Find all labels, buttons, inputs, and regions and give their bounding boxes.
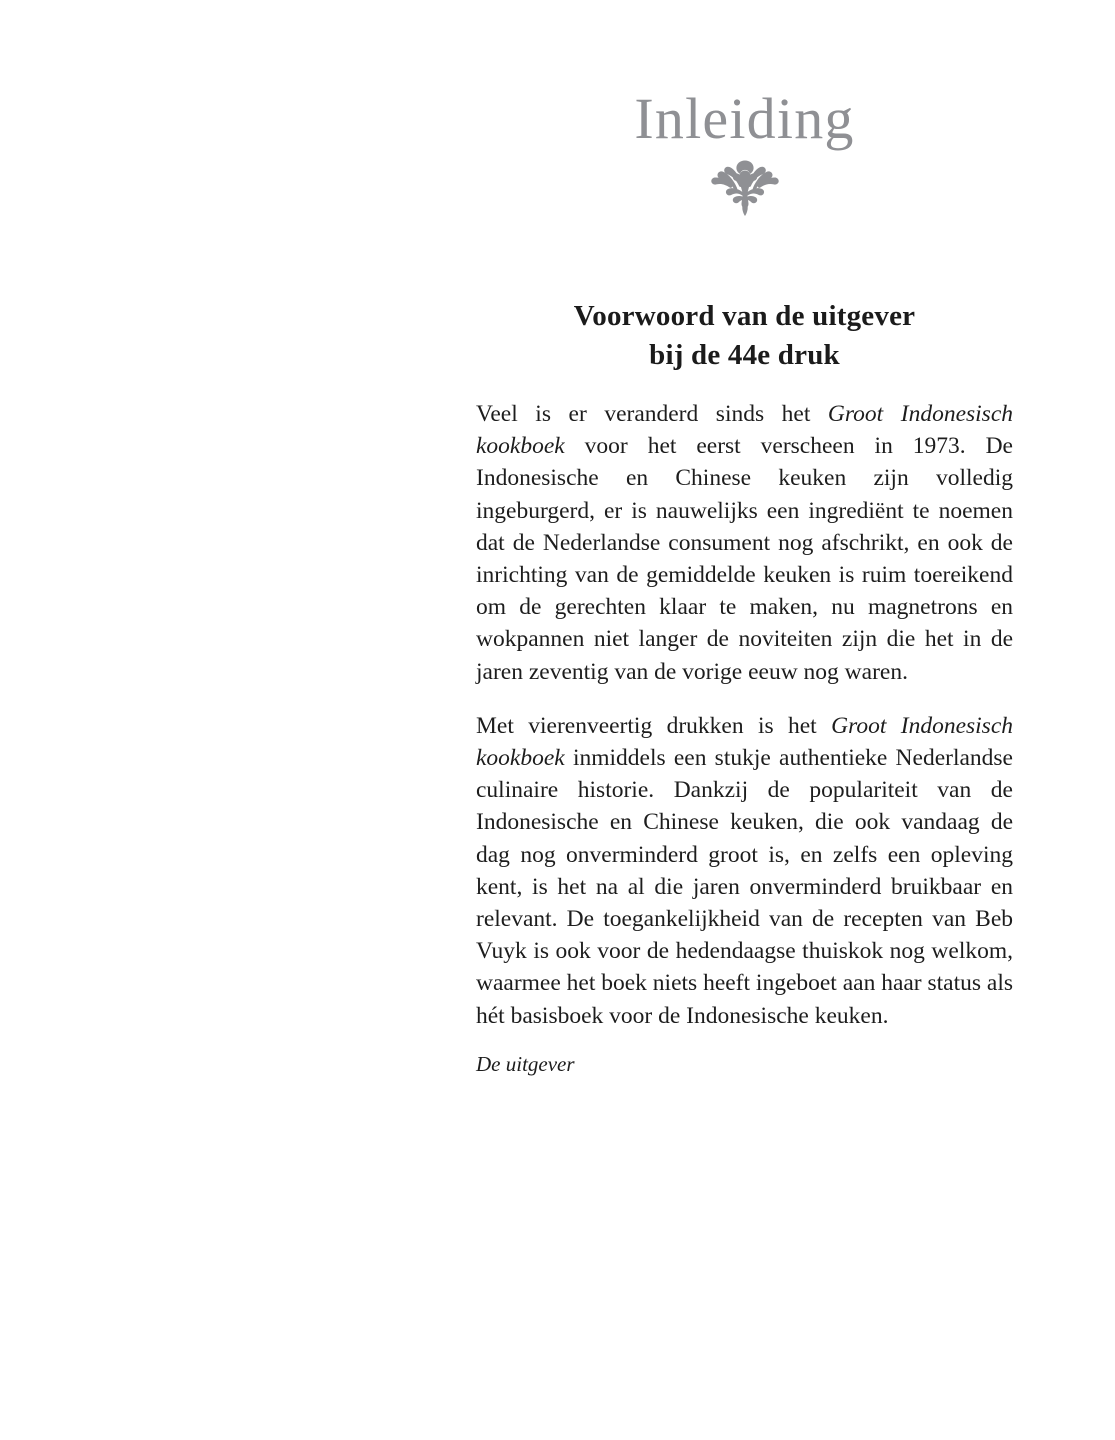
- paragraph-1-book-title: Groot Indonesisch kookboek: [476, 401, 1013, 460]
- chapter-title: Inleiding: [634, 86, 855, 151]
- paragraph-2-text-after-title: inmiddels een stukje authentieke Nederlandse culinaire historie. Dankzij de populariteit van de Indonesische en Chinese keuken, die ook vandaag de dag nog onverminderd groot is, en zelfs een opleving kent, is het na al die jaren onverminderd bruikbaar en relevant. De toegankelijkheid van de recepten van Beb Vuyk is ook voor de hedendaagse thuiskok nog welkom, waarmee het boek niets heeft ingeboet aan haar status als hét basisboek voor de Indonesische keuken.: [476, 745, 1014, 1029]
- paragraph-2-book-title: Groot Indonesisch kookboek: [476, 712, 1013, 772]
- body-copy: [476, 398, 1013, 1032]
- section-heading-line-2: bij de 44e druk: [649, 339, 840, 371]
- section-heading-line-1: Voorwoord van de uitgever: [573, 300, 916, 332]
- signature-line: De uitgever: [476, 1052, 575, 1076]
- paragraph-1-text-after-title: voor het eerst verscheen in 1973. De Indonesische en Chinese keuken zijn volledig ingeburgerd, er is nauwelijks een ingrediënt te noemen dat de Nederlandse consument nog afschrikt, en ook de inrichting van de gemiddelde keuken is ruim toereikend om de gerechten klaar te maken, nu magnetrons en wokpannen niet langer de noviteiten zijn die het in de jaren zeventig van de vorige eeuw nog waren.: [476, 433, 1013, 685]
- paragraph-1: [476, 398, 1013, 688]
- paragraph-2: [476, 710, 1013, 1032]
- paragraph-1-text-before-title: Veel is er veranderd sinds het: [476, 401, 828, 427]
- chapter-opener: [476, 86, 1013, 220]
- eagle-fan-ornament-icon: [709, 158, 781, 218]
- section-heading: [476, 297, 1013, 375]
- paragraph-2-text-before-title: Met vierenveertig drukken is het: [476, 712, 832, 739]
- ornament-container: [476, 158, 1013, 220]
